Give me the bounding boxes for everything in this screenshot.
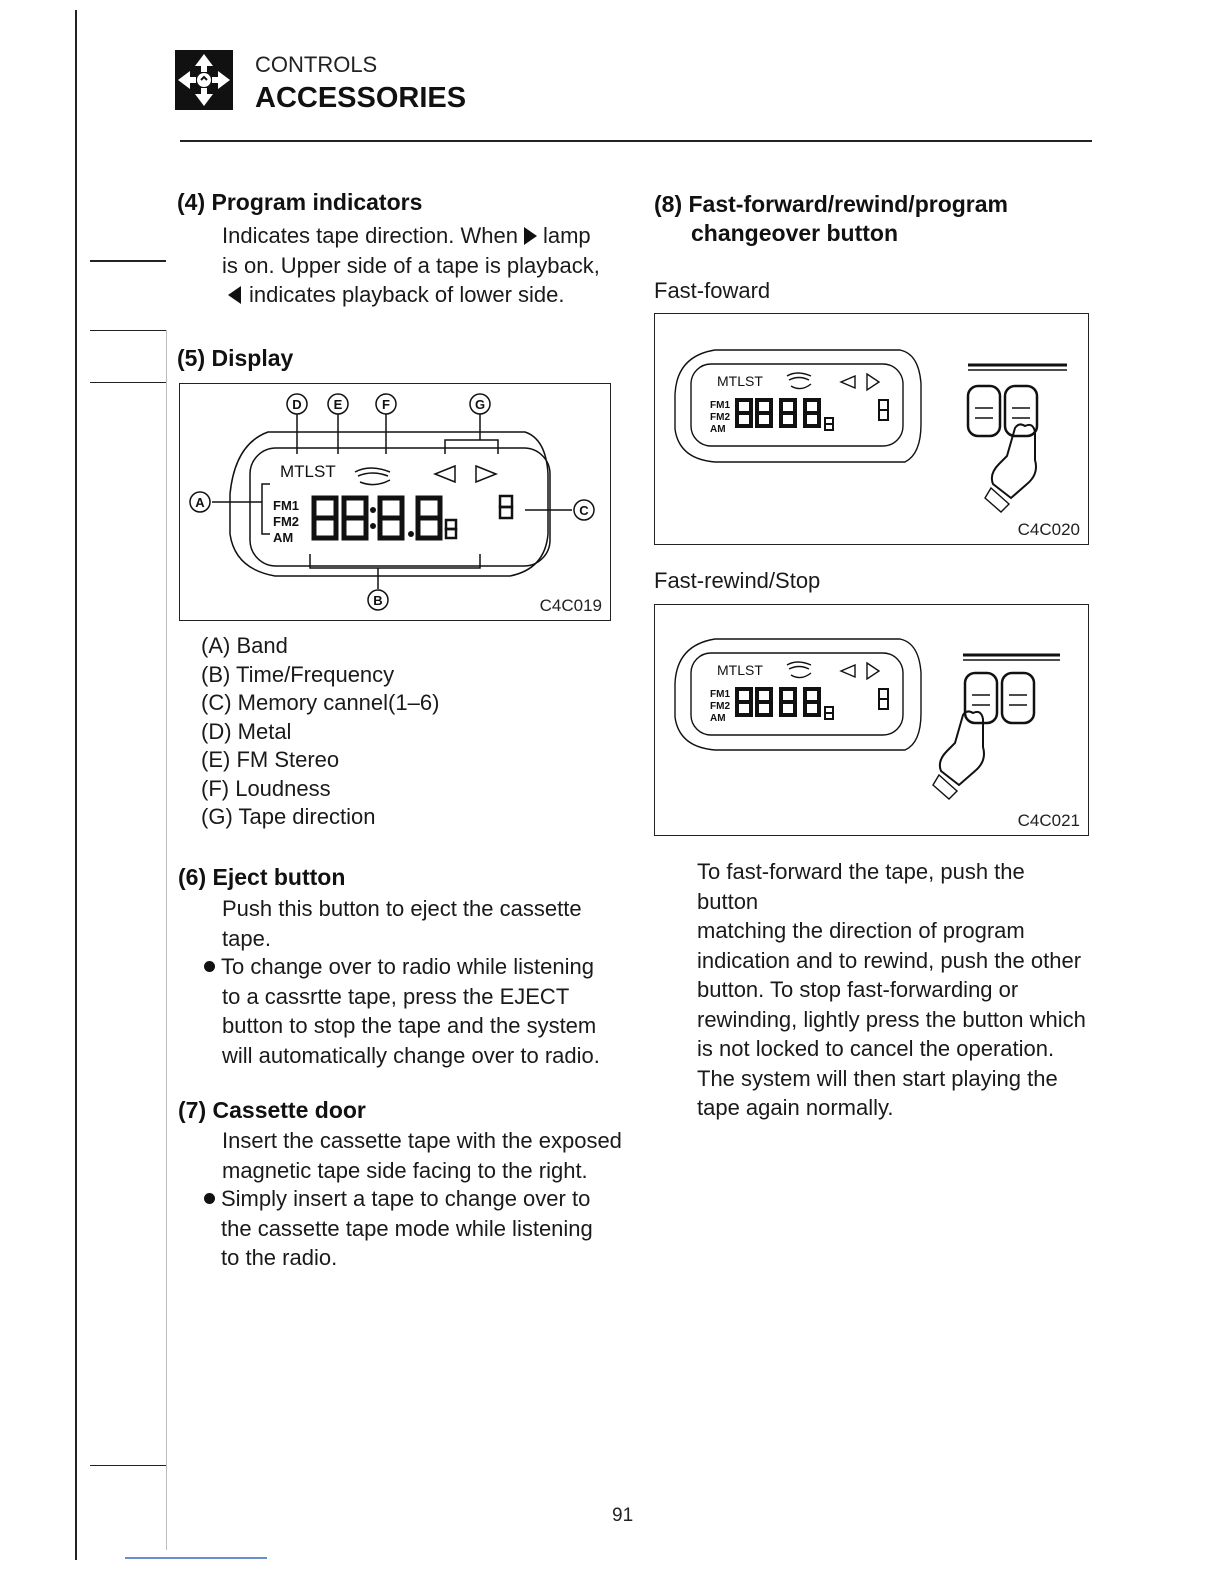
margin-guide (166, 330, 167, 1550)
figure-code: C4C021 (1017, 811, 1080, 830)
section-4-heading: (4) Program indicators (177, 189, 423, 215)
fast-forward-diagram (655, 314, 1088, 544)
bullet-line: the cassette tape mode while listening (221, 1215, 593, 1241)
band-fm1: FM1 (710, 689, 730, 700)
body-line: To fast-forward the tape, push the button (697, 859, 1025, 914)
body-line: Push this button to eject the cassette (222, 896, 582, 921)
section-8-heading: (8) Fast-forward/rewind/program (654, 191, 1008, 217)
callout-b: B (373, 593, 383, 608)
display-figure (179, 383, 611, 621)
header-subtitle: CONTROLS (255, 52, 378, 77)
margin-mark (90, 1465, 166, 1466)
mtlst-label: MTLST (717, 373, 763, 389)
binding-margin-line (75, 10, 77, 1560)
section-4-line1-text: Indicates tape direction. When (222, 223, 518, 248)
section-7-bullet (204, 1184, 624, 1273)
fig-fast-forward-label: Fast-foward (654, 278, 771, 303)
callout-f: F (382, 397, 390, 412)
callout-d: D (292, 397, 302, 412)
fast-rewind-diagram (655, 605, 1088, 835)
margin-mark (90, 382, 166, 383)
legend-item: (A) Band (201, 633, 288, 658)
legend-item: (C) Memory cannel(1–6) (201, 690, 440, 715)
section-8-paragraph (697, 857, 1087, 1123)
bullet-text: To change over to radio while listening (221, 954, 595, 979)
section-6-body (222, 894, 622, 953)
body-line: Insert the cassette tape with the exposed (222, 1128, 622, 1153)
accessories-icon (175, 50, 233, 110)
section-4-body (222, 221, 622, 310)
fast-forward-figure (654, 313, 1089, 545)
section-7-heading: (7) Cassette door (178, 1097, 366, 1123)
mtlst-label: MTLST (280, 462, 336, 481)
band-fm2: FM2 (710, 412, 730, 423)
legend-item: (B) Time/Frequency (201, 661, 395, 687)
band-am: AM (273, 530, 294, 545)
section-7-body (222, 1126, 622, 1185)
header-rule (180, 140, 1092, 142)
bullet-icon (204, 1193, 215, 1204)
section-4-line (222, 221, 622, 251)
legend-item: (D) Metal (201, 718, 292, 744)
figure-code: C4C019 (539, 596, 602, 615)
band-fm2: FM2 (710, 701, 730, 712)
section-4-line1-end: lamp (542, 223, 591, 248)
band-fm1: FM1 (710, 400, 730, 411)
band-am: AM (710, 713, 726, 724)
bullet-line (204, 952, 624, 982)
section-6-heading: (6) Eject button (178, 864, 346, 890)
segment-digits (314, 498, 440, 538)
callout-g: G (474, 397, 486, 412)
body-line: is not locked to cancel the operation. (697, 1036, 1055, 1061)
fast-rewind-figure (654, 604, 1089, 836)
legend-item: (E) FM Stereo (201, 747, 340, 772)
left-arrow-icon (228, 286, 241, 304)
bullet-line: button to stop the tape and the system (222, 1013, 597, 1038)
callout-e: E (333, 397, 343, 412)
legend-item: (F) Loudness (201, 775, 331, 801)
band-fm2: FM2 (273, 514, 299, 529)
section-5-heading: (5) Display (177, 345, 294, 371)
page-number: 91 (612, 1505, 634, 1526)
body-line: rewinding, lightly press the button which (697, 1006, 1086, 1032)
margin-mark (90, 330, 166, 331)
section-8-heading-cont: changeover button (691, 220, 899, 246)
callout-a: A (195, 495, 205, 510)
fig-fast-rewind-label: Fast-rewind/Stop (654, 568, 821, 593)
section-4-line: is on. Upper side of a tape is playback, (222, 252, 600, 278)
display-legend (201, 633, 439, 833)
bullet-line: to a cassrtte tape, press the EJECT (222, 983, 570, 1009)
body-line: indication and to rewind, push the other (697, 947, 1082, 973)
callout-c: C (579, 503, 589, 518)
bottom-edge-mark (125, 1557, 267, 1559)
body-line: tape. (222, 925, 271, 951)
bullet-line (204, 1184, 624, 1214)
figure-code: C4C020 (1017, 520, 1080, 539)
bullet-line: will automatically change over to radio. (222, 1042, 600, 1068)
bullet-text: Simply insert a tape to change over to (221, 1186, 591, 1211)
section-4-line (228, 280, 622, 310)
body-line: tape again normally. (697, 1095, 894, 1120)
bullet-line: to the radio. (221, 1245, 338, 1270)
header-title: ACCESSORIES (255, 82, 467, 114)
section-4-line3-text: indicates playback of lower side. (249, 282, 565, 307)
bullet-icon (204, 961, 215, 972)
mtlst-label: MTLST (717, 662, 763, 678)
legend-item: (G) Tape direction (201, 804, 376, 829)
body-line: The system will then start playing the (697, 1065, 1058, 1091)
body-line: magnetic tape side facing to the right. (222, 1157, 588, 1183)
band-am: AM (710, 424, 726, 435)
band-fm1: FM1 (273, 498, 299, 513)
body-line: matching the direction of program (697, 918, 1025, 943)
right-arrow-icon (524, 227, 537, 245)
display-diagram (180, 384, 610, 620)
section-6-bullet (204, 952, 624, 1070)
margin-mark (90, 260, 166, 262)
body-line: button. To stop fast-forwarding or (697, 977, 1019, 1002)
